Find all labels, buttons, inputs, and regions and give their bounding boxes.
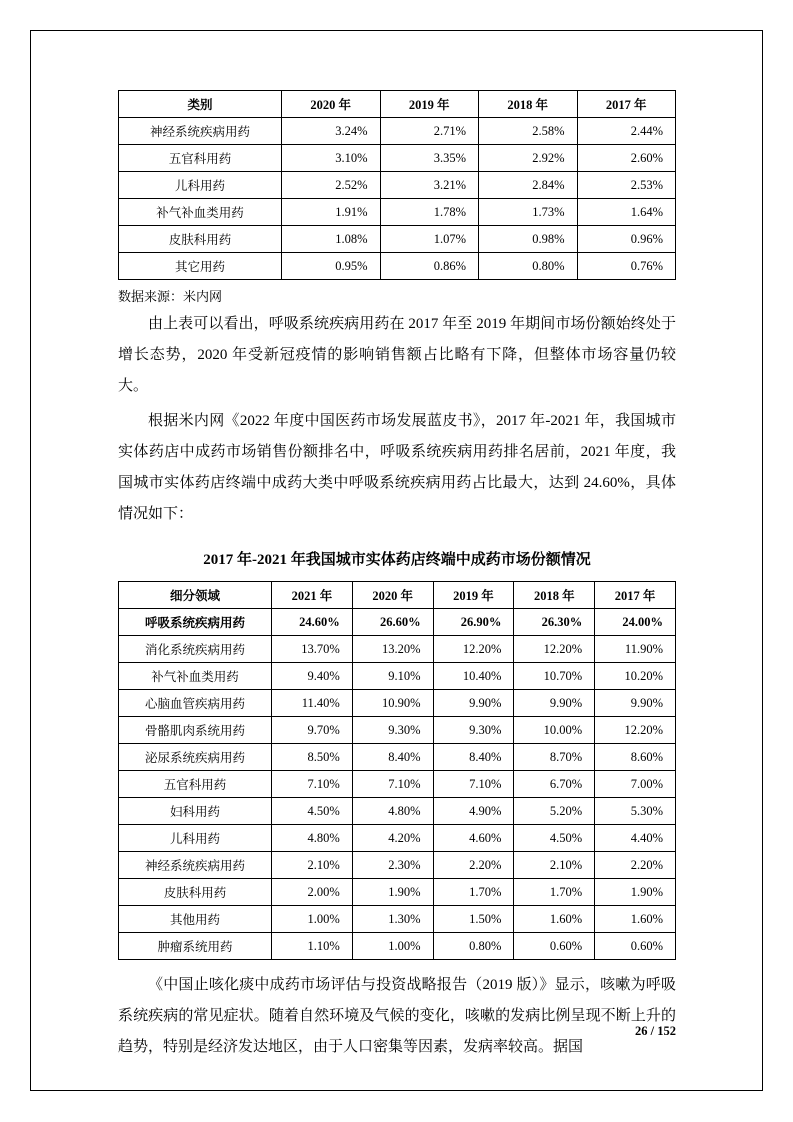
value-cell: 0.76% (577, 253, 676, 280)
value-cell: 4.50% (272, 798, 353, 825)
column-header: 2018 年 (514, 582, 595, 609)
value-cell: 12.20% (595, 717, 676, 744)
table-row (119, 145, 676, 172)
value-cell: 4.20% (352, 825, 433, 852)
page-content (118, 90, 676, 1067)
value-cell: 1.90% (595, 879, 676, 906)
value-cell: 3.24% (282, 118, 381, 145)
table-row (119, 717, 676, 744)
value-cell: 2.92% (479, 145, 578, 172)
value-cell: 13.70% (272, 636, 353, 663)
table-row (119, 253, 676, 280)
value-cell: 7.10% (433, 771, 514, 798)
table2-title: 2017 年-2021 年我国城市实体药店终端中成药市场份额情况 (203, 552, 591, 568)
row-label: 神经系统疾病用药 (119, 852, 272, 879)
value-cell: 7.10% (272, 771, 353, 798)
value-cell: 9.10% (352, 663, 433, 690)
value-cell: 1.00% (352, 933, 433, 960)
value-cell: 0.60% (595, 933, 676, 960)
value-cell: 9.40% (272, 663, 353, 690)
row-label: 皮肤科用药 (119, 226, 282, 253)
table-row (119, 609, 676, 636)
value-cell: 8.40% (352, 744, 433, 771)
value-cell: 0.60% (514, 933, 595, 960)
value-cell: 2.44% (577, 118, 676, 145)
value-cell: 1.73% (479, 199, 578, 226)
value-cell: 2.60% (577, 145, 676, 172)
value-cell: 8.70% (514, 744, 595, 771)
value-cell: 2.10% (514, 852, 595, 879)
table2-wrapper (118, 581, 676, 960)
value-cell: 6.70% (514, 771, 595, 798)
value-cell: 1.60% (514, 906, 595, 933)
table-row (119, 771, 676, 798)
paragraph-cough-report: 《中国止咳化痰中成药市场评估与投资战略报告（2019 版）》显示，咳嗽为呼吸系统疾病的常见症状。随着自然环境及气候的变化，咳嗽的发病比例呈现不断上升的趋势，特别是经济发达地区，由于人口密集等因素，发病率较高。据国 (118, 977, 676, 1055)
table-row (119, 933, 676, 960)
row-label: 泌尿系统疾病用药 (119, 744, 272, 771)
row-label: 皮肤科用药 (119, 879, 272, 906)
value-cell: 1.50% (433, 906, 514, 933)
value-cell: 0.96% (577, 226, 676, 253)
row-label: 其它用药 (119, 253, 282, 280)
value-cell: 7.00% (595, 771, 676, 798)
value-cell: 0.80% (433, 933, 514, 960)
value-cell: 2.10% (272, 852, 353, 879)
table-header-row (119, 582, 676, 609)
value-cell: 10.90% (352, 690, 433, 717)
row-label: 肿瘤系统用药 (119, 933, 272, 960)
value-cell: 1.64% (577, 199, 676, 226)
value-cell: 13.20% (352, 636, 433, 663)
row-label: 儿科用药 (119, 172, 282, 199)
value-cell: 2.20% (595, 852, 676, 879)
value-cell: 8.50% (272, 744, 353, 771)
value-cell: 4.90% (433, 798, 514, 825)
column-header: 2019 年 (380, 91, 479, 118)
value-cell: 2.20% (433, 852, 514, 879)
value-cell: 8.40% (433, 744, 514, 771)
value-cell: 11.90% (595, 636, 676, 663)
value-cell: 4.40% (595, 825, 676, 852)
value-cell: 1.10% (272, 933, 353, 960)
value-cell: 8.60% (595, 744, 676, 771)
value-cell: 5.20% (514, 798, 595, 825)
value-cell: 24.00% (595, 609, 676, 636)
segment-market-share-table (118, 581, 676, 960)
table-row (119, 798, 676, 825)
row-label: 骨骼肌肉系统用药 (119, 717, 272, 744)
value-cell: 2.71% (380, 118, 479, 145)
table-row (119, 226, 676, 253)
value-cell: 1.07% (380, 226, 479, 253)
row-label: 心脑血管疾病用药 (119, 690, 272, 717)
value-cell: 9.90% (514, 690, 595, 717)
row-label: 补气补血类用药 (119, 663, 272, 690)
row-label: 其他用药 (119, 906, 272, 933)
value-cell: 26.30% (514, 609, 595, 636)
value-cell: 4.50% (514, 825, 595, 852)
column-header: 2020 年 (352, 582, 433, 609)
table-row (119, 744, 676, 771)
value-cell: 1.60% (595, 906, 676, 933)
value-cell: 3.10% (282, 145, 381, 172)
value-cell: 2.52% (282, 172, 381, 199)
value-cell: 12.20% (514, 636, 595, 663)
value-cell: 2.53% (577, 172, 676, 199)
table-row (119, 199, 676, 226)
row-label: 呼吸系统疾病用药 (119, 609, 272, 636)
value-cell: 1.91% (282, 199, 381, 226)
value-cell: 3.21% (380, 172, 479, 199)
table-header-row (119, 91, 676, 118)
table-row (119, 852, 676, 879)
value-cell: 4.80% (272, 825, 353, 852)
column-header: 2020 年 (282, 91, 381, 118)
row-label: 儿科用药 (119, 825, 272, 852)
value-cell: 4.80% (352, 798, 433, 825)
column-header: 类别 (119, 91, 282, 118)
row-label: 补气补血类用药 (119, 199, 282, 226)
value-cell: 9.90% (595, 690, 676, 717)
paragraph-market-trend: 由上表可以看出，呼吸系统疾病用药在 2017 年至 2019 年期间市场份额始终处于增长态势，2020 年受新冠疫情的影响销售额占比略有下降，但整体市场容量仍较大。 (118, 316, 676, 394)
value-cell: 9.70% (272, 717, 353, 744)
value-cell: 11.40% (272, 690, 353, 717)
value-cell: 26.90% (433, 609, 514, 636)
value-cell: 9.90% (433, 690, 514, 717)
value-cell: 1.78% (380, 199, 479, 226)
value-cell: 0.98% (479, 226, 578, 253)
value-cell: 0.86% (380, 253, 479, 280)
value-cell: 2.00% (272, 879, 353, 906)
column-header: 2021 年 (272, 582, 353, 609)
value-cell: 0.80% (479, 253, 578, 280)
value-cell: 2.84% (479, 172, 578, 199)
column-header: 细分领域 (119, 582, 272, 609)
row-label: 消化系统疾病用药 (119, 636, 272, 663)
paragraph-blue-book: 根据米内网《2022 年度中国医药市场发展蓝皮书》，2017 年-2021 年，我国城市实体药店中成药市场销售份额排名中，呼吸系统疾病用药排名居前，2021 年度，我国城市实体药店终端中成药大类中呼吸系统疾病用药占比最大，达到 24.60%，具体情况如下： (118, 413, 676, 522)
value-cell: 24.60% (272, 609, 353, 636)
value-cell: 9.30% (433, 717, 514, 744)
value-cell: 10.40% (433, 663, 514, 690)
row-label: 神经系统疾病用药 (119, 118, 282, 145)
value-cell: 2.30% (352, 852, 433, 879)
row-label: 五官科用药 (119, 771, 272, 798)
value-cell: 5.30% (595, 798, 676, 825)
page-number: 26 / 152 (635, 1024, 676, 1038)
table-row (119, 690, 676, 717)
column-header: 2017 年 (595, 582, 676, 609)
value-cell: 12.20% (433, 636, 514, 663)
table-row (119, 663, 676, 690)
table-row (119, 118, 676, 145)
value-cell: 1.70% (514, 879, 595, 906)
column-header: 2018 年 (479, 91, 578, 118)
table-row (119, 879, 676, 906)
column-header: 2019 年 (433, 582, 514, 609)
column-header: 2017 年 (577, 91, 676, 118)
value-cell: 2.58% (479, 118, 578, 145)
value-cell: 1.30% (352, 906, 433, 933)
value-cell: 1.90% (352, 879, 433, 906)
value-cell: 1.00% (272, 906, 353, 933)
value-cell: 1.08% (282, 226, 381, 253)
value-cell: 1.70% (433, 879, 514, 906)
row-label: 妇科用药 (119, 798, 272, 825)
row-label: 五官科用药 (119, 145, 282, 172)
value-cell: 10.20% (595, 663, 676, 690)
value-cell: 26.60% (352, 609, 433, 636)
value-cell: 9.30% (352, 717, 433, 744)
value-cell: 10.00% (514, 717, 595, 744)
table-row (119, 636, 676, 663)
value-cell: 7.10% (352, 771, 433, 798)
value-cell: 0.95% (282, 253, 381, 280)
table-row (119, 172, 676, 199)
value-cell: 4.60% (433, 825, 514, 852)
table-row (119, 906, 676, 933)
value-cell: 3.35% (380, 145, 479, 172)
value-cell: 10.70% (514, 663, 595, 690)
data-source-note: 数据来源：米内网 (118, 289, 223, 304)
category-market-share-table (118, 90, 676, 280)
table-row (119, 825, 676, 852)
